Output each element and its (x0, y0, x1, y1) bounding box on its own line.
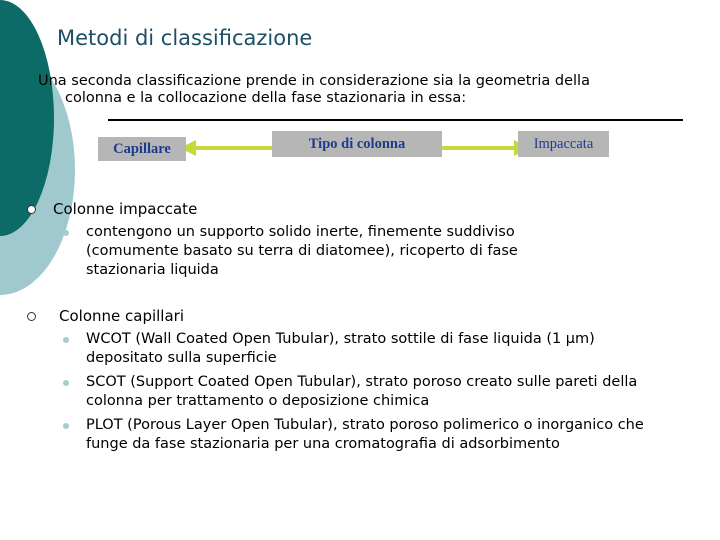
impaccata-box: Impaccata (518, 131, 609, 157)
intro-text (38, 73, 678, 107)
section-heading-impaccate: Colonne impaccate (53, 200, 198, 218)
item-bullet (63, 423, 69, 429)
tipo-di-colonna-box: Tipo di colonna (272, 131, 442, 157)
intro-line-1: Una seconda classificazione prende in considerazione sia la geometria della (38, 73, 590, 89)
capillare-box: Capillare (98, 137, 186, 161)
item-bullet (63, 337, 69, 343)
section-bullet (27, 312, 36, 321)
item-bullet (63, 230, 69, 236)
intro-line-2: colonna e la collocazione della fase stazionaria in essa: (65, 90, 467, 106)
section-heading-capillari: Colonne capillari (59, 307, 184, 325)
divider-line (108, 119, 683, 121)
page-title: Metodi di classificazione (57, 26, 313, 50)
section-bullet (27, 205, 36, 214)
list-item: SCOT (Support Coated Open Tubular), strato poroso creato sulle pareti della colonna per trattamento o deposizione chimica (86, 374, 638, 409)
list-item: contengono un supporto solido inerte, finemente suddiviso (comumente basato su terra di diatomee), ricoperto di fase stazionaria liquida (86, 224, 518, 278)
item-bullet (63, 380, 69, 386)
list-item: PLOT (Porous Layer Open Tubular), strato poroso polimerico o inorganico che funge da fase stazionaria per una cromatografia di adsorbimento (86, 417, 644, 452)
list-item: WCOT (Wall Coated Open Tubular), strato sottile di fase liquida (1 µm) depositato sulla superficie (86, 331, 595, 366)
